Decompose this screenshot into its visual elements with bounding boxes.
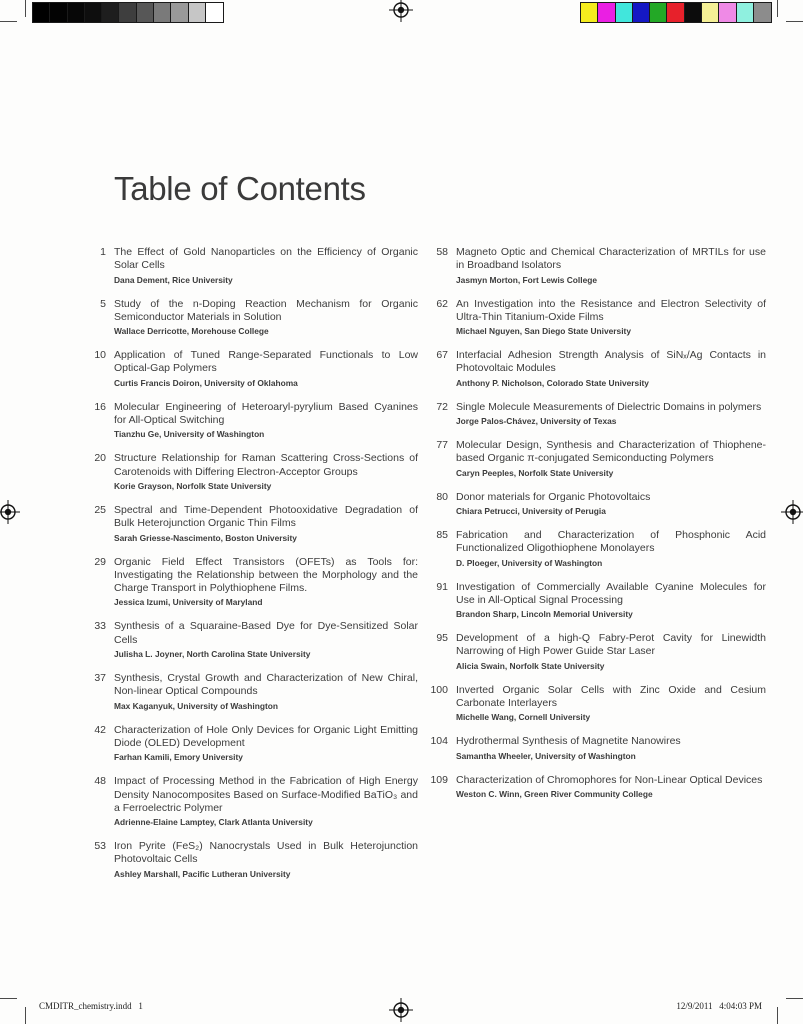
toc-entry-body — [114, 556, 418, 608]
toc-entry-page-number: 37 — [94, 672, 106, 685]
toc-entry-title: Single Molecule Measurements of Dielectric Domains in polymers — [456, 400, 762, 413]
toc-entry-page-number: 5 — [100, 297, 106, 310]
swatch — [598, 3, 615, 22]
swatch — [137, 3, 154, 22]
registration-mark-top-icon — [389, 0, 413, 22]
toc-entry[interactable] — [86, 401, 418, 440]
swatch — [616, 3, 633, 22]
toc-entry[interactable] — [428, 439, 766, 478]
toc-entry-body — [114, 452, 418, 491]
registration-mark-left-icon — [0, 500, 20, 524]
toc-entry[interactable] — [428, 632, 766, 671]
toc-entry-page-number: 95 — [436, 632, 448, 645]
toc-entry-page-number: 20 — [94, 452, 106, 465]
toc-entry-title: Characterization of Hole Only Devices for Organic Light Emitting Diode (OLED) Development — [114, 723, 418, 749]
toc-entry-page-number: 91 — [436, 580, 448, 593]
toc-entry[interactable] — [86, 504, 418, 543]
toc-entry-author: D. Ploeger, University of Washington — [456, 557, 603, 568]
toc-entry-author: Dana Dement, Rice University — [114, 274, 233, 285]
toc-entry-body — [456, 246, 766, 285]
toc-entry[interactable] — [86, 298, 418, 337]
toc-entry-body — [114, 672, 418, 711]
toc-entry-author: Max Kaganyuk, University of Washington — [114, 700, 278, 711]
toc-entry-author: Sarah Griesse-Nascimento, Boston University — [114, 532, 297, 543]
swatch — [206, 3, 223, 22]
swatch — [754, 3, 771, 22]
toc-entry-author: Tianzhu Ge, University of Washington — [114, 429, 265, 440]
toc-entry-author: Ashley Marshall, Pacific Lutheran University — [114, 868, 291, 879]
swatch — [85, 3, 102, 22]
registration-mark-bottom-icon — [389, 998, 413, 1022]
swatch — [154, 3, 171, 22]
swatch — [650, 3, 667, 22]
toc-entry[interactable] — [428, 529, 766, 568]
toc-entry-body — [114, 298, 418, 337]
grayscale-calibration-bar — [32, 2, 224, 23]
toc-entry-title: Application of Tuned Range-Separated Functionals to Low Optical-Gap Polymers — [114, 349, 418, 375]
toc-entry-body — [456, 735, 766, 760]
crop-mark — [25, 0, 26, 17]
toc-entry[interactable] — [86, 246, 418, 285]
toc-entry-author: Farhan Kamili, Emory University — [114, 752, 243, 763]
swatch — [33, 3, 50, 22]
toc-entry-title: Donor materials for Organic Photovoltaics — [456, 490, 651, 503]
toc-entry-body — [456, 491, 766, 516]
toc-column-right — [428, 246, 766, 812]
toc-entry-body — [114, 724, 418, 763]
toc-entry-title: Investigation of Commercially Available Cyanine Molecules for Use in All-Optical Signal Processing — [456, 580, 766, 606]
toc-entry-body — [114, 246, 418, 285]
toc-entry-author: Caryn Peeples, Norfolk State University — [456, 467, 614, 478]
toc-entry-body — [456, 439, 766, 478]
toc-entry-page-number: 67 — [436, 349, 448, 362]
crop-mark — [0, 998, 17, 999]
toc-entry[interactable] — [428, 298, 766, 337]
toc-entry[interactable] — [86, 349, 418, 388]
swatch — [50, 3, 67, 22]
toc-entry-page-number: 85 — [436, 528, 448, 541]
toc-column-left — [86, 246, 418, 892]
toc-entry[interactable] — [428, 491, 766, 516]
toc-entry[interactable] — [428, 349, 766, 388]
toc-entry-author: Michelle Wang, Cornell University — [456, 712, 591, 723]
toc-entry[interactable] — [86, 724, 418, 763]
toc-entry-body — [114, 401, 418, 440]
toc-entry-author: Adrienne-Elaine Lamptey, Clark Atlanta University — [114, 817, 313, 828]
toc-entry-title: Characterization of Chromophores for Non-Linear Optical Devices — [456, 773, 763, 786]
toc-entry-author: Alicia Swain, Norfolk State University — [456, 660, 605, 671]
toc-entry-body — [456, 349, 766, 388]
toc-entry-page-number: 25 — [94, 503, 106, 516]
crop-mark — [0, 21, 17, 22]
toc-entry-author: Chiara Petrucci, University of Perugia — [456, 505, 606, 516]
toc-entry[interactable] — [86, 556, 418, 608]
toc-entry-body — [114, 349, 418, 388]
swatch — [685, 3, 702, 22]
crop-mark — [25, 1007, 26, 1024]
crop-mark — [786, 998, 803, 999]
toc-entry-page-number: 100 — [430, 683, 448, 696]
toc-entry-body — [456, 632, 766, 671]
toc-entry-author: Korie Grayson, Norfolk State University — [114, 480, 272, 491]
toc-entry[interactable] — [86, 840, 418, 879]
toc-entry-author: Michael Nguyen, San Diego State University — [456, 326, 631, 337]
toc-entry-title: Hydrothermal Synthesis of Magnetite Nanowires — [456, 735, 681, 748]
toc-entry-author: Wallace Derricotte, Morehouse College — [114, 326, 269, 337]
toc-entry-title: Fabrication and Characterization of Phosphonic Acid Functionalized Oligothiophene Monolayers — [456, 528, 766, 555]
swatch — [581, 3, 598, 22]
toc-entry-body — [456, 401, 766, 426]
toc-entry-title: Impact of Processing Method in the Fabrication of High Energy Density Nanocomposites Based on Surface-Modified BaTiO₃ and a Ferroelectric Polymer — [114, 775, 418, 814]
toc-entry-page-number: 109 — [430, 773, 448, 786]
toc-entry-author: Anthony P. Nicholson, Colorado State University — [456, 377, 649, 388]
toc-entry-title: Synthesis, Crystal Growth and Characterization of New Chiral, Non-linear Optical Compounds — [114, 672, 418, 698]
toc-entry-body — [456, 684, 766, 723]
toc-entry[interactable] — [86, 452, 418, 491]
toc-entry-title: Organic Field Effect Transistors (OFETs) as Tools for: Investigating the Relationship between the Morphology and the Charge Transport in Polythiophene Films. — [114, 555, 418, 595]
toc-entry-title: The Effect of Gold Nanoparticles on the Efficiency of Organic Solar Cells — [114, 246, 418, 272]
toc-entry[interactable] — [428, 401, 766, 426]
toc-entry[interactable] — [86, 672, 418, 711]
toc-entry-body — [456, 581, 766, 620]
toc-entry-title: An Investigation into the Resistance and Electron Selectivity of Ultra-Thin Titanium-Oxide Films — [456, 297, 766, 323]
toc-entry-author: Jorge Palos-Chávez, University of Texas — [456, 416, 617, 427]
toc-entry-body — [456, 298, 766, 337]
toc-entry-page-number: 53 — [94, 840, 106, 853]
toc-entry-page-number: 48 — [94, 775, 106, 788]
toc-entry-page-number: 29 — [94, 555, 106, 568]
toc-entry-author: Julisha L. Joyner, North Carolina State University — [114, 649, 311, 660]
toc-entry[interactable] — [428, 581, 766, 620]
toc-entry-author: Curtis Francis Doiron, University of Oklahoma — [114, 377, 298, 388]
toc-entry-body — [456, 774, 766, 799]
toc-entry-title: Structure Relationship for Raman Scattering Cross-Sections of Carotenoids with Differing Electron-Acceptor Groups — [114, 452, 418, 478]
toc-entry-body — [114, 620, 418, 659]
crop-mark — [777, 1007, 778, 1024]
toc-entry-page-number: 72 — [436, 400, 448, 413]
toc-entry-page-number: 16 — [94, 400, 106, 413]
swatch — [189, 3, 206, 22]
footer-filename: CMDITR_chemistry.indd 1 — [39, 1001, 143, 1011]
toc-entry-title: Iron Pyrite (FeS₂) Nanocrystals Used in Bulk Heterojunction Photovoltaic Cells — [114, 840, 418, 866]
toc-entry-title: Molecular Design, Synthesis and Characterization of Thiophene-based Organic π-conjugated Semiconducting Polymers — [456, 439, 766, 465]
toc-entry-title: Molecular Engineering of Heteroaryl-pyrylium Based Cyanines for All-Optical Switching — [114, 400, 418, 427]
toc-entry-page-number: 58 — [436, 246, 448, 258]
toc-entry-body — [114, 840, 418, 879]
swatch — [171, 3, 188, 22]
toc-entry-page-number: 77 — [436, 439, 448, 452]
toc-entry[interactable] — [428, 246, 766, 285]
toc-entry-page-number: 62 — [436, 297, 448, 310]
toc-entry-page-number: 80 — [436, 490, 448, 503]
swatch — [119, 3, 136, 22]
toc-entry[interactable] — [428, 774, 766, 799]
toc-entry-author: Weston C. Winn, Green River Community College — [456, 788, 653, 799]
page-title: Table of Contents — [114, 170, 366, 207]
crop-mark — [786, 21, 803, 22]
toc-entry[interactable] — [86, 620, 418, 659]
toc-entry-title: Spectral and Time-Dependent Photooxidative Degradation of Bulk Heterojunction Organic Thin Films — [114, 503, 418, 530]
swatch — [719, 3, 736, 22]
toc-entry-title: Magneto Optic and Chemical Characterization of MRTILs for use in Broadband Isolators — [456, 246, 766, 272]
color-calibration-bar — [580, 2, 772, 23]
toc-entry[interactable] — [428, 684, 766, 723]
toc-entry-title: Interfacial Adhesion Strength Analysis of SiNₓ/Ag Contacts in Photovoltaic Modules — [456, 349, 766, 375]
swatch — [633, 3, 650, 22]
toc-entry-page-number: 104 — [430, 735, 448, 748]
toc-entry[interactable] — [428, 735, 766, 760]
toc-entry-body — [114, 504, 418, 543]
toc-entry-page-number: 1 — [100, 246, 106, 258]
swatch — [102, 3, 119, 22]
toc-entry-author: Brandon Sharp, Lincoln Memorial University — [456, 609, 633, 620]
swatch — [702, 3, 719, 22]
swatch — [737, 3, 754, 22]
toc-entry-author: Jasmyn Morton, Fort Lewis College — [456, 274, 598, 285]
registration-mark-right-icon — [781, 500, 803, 524]
toc-entry-page-number: 33 — [94, 620, 106, 633]
swatch — [68, 3, 85, 22]
toc-entry-title: Development of a high-Q Fabry-Perot Cavity for Linewidth Narrowing of High Power Guide Star Laser — [456, 632, 766, 658]
toc-entry-page-number: 10 — [94, 349, 106, 362]
toc-entry-title: Study of the n-Doping Reaction Mechanism for Organic Semiconductor Materials in Solution — [114, 297, 418, 323]
toc-entry-page-number: 42 — [94, 723, 106, 736]
toc-entry-author: Jessica Izumi, University of Maryland — [114, 597, 263, 608]
crop-mark — [777, 0, 778, 17]
toc-entry-body — [114, 775, 418, 827]
swatch — [667, 3, 684, 22]
toc-entry-author: Samantha Wheeler, University of Washington — [456, 750, 636, 761]
toc-entry-body — [456, 529, 766, 568]
toc-entry-title: Synthesis of a Squaraine-Based Dye for Dye-Sensitized Solar Cells — [114, 620, 418, 646]
footer-datetime: 12/9/2011 4:04:03 PM — [676, 1001, 762, 1011]
toc-entry[interactable] — [86, 775, 418, 827]
toc-entry-title: Inverted Organic Solar Cells with Zinc Oxide and Cesium Carbonate Interlayers — [456, 683, 766, 710]
